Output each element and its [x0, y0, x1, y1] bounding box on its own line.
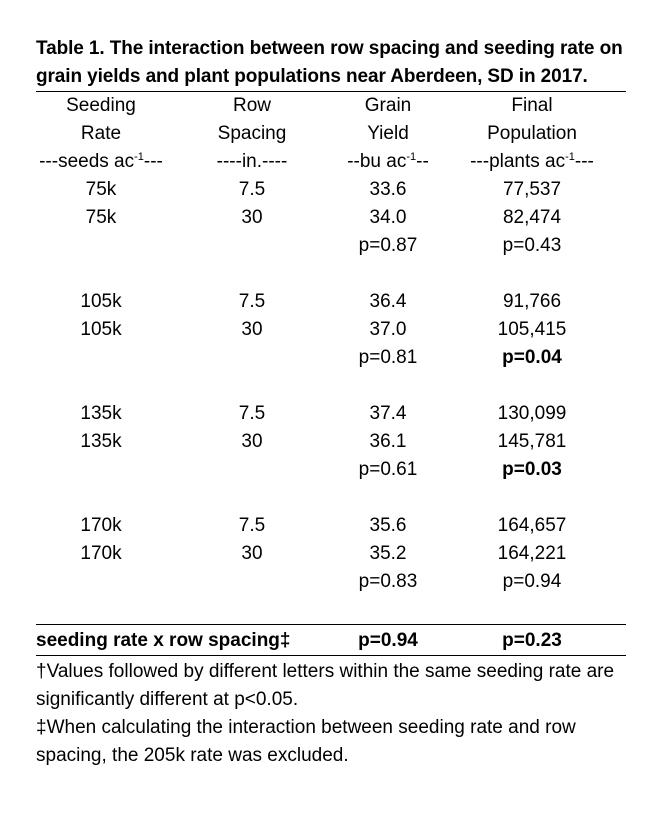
cell-spacing: 30	[241, 543, 263, 564]
header-grain: Grain	[364, 95, 412, 116]
cell-population: 130,099	[497, 403, 567, 424]
cell-population: 91,766	[502, 291, 562, 312]
table-title: Table 1. The interaction between row spacing and seeding rate on grain yields and plant populations near Aberdeen, SD in 2017.	[36, 38, 623, 87]
table-row	[36, 428, 626, 456]
cell-yield: 36.4	[369, 291, 407, 312]
units-row	[36, 148, 626, 176]
cell-spacing: 30	[241, 207, 263, 228]
data-table	[36, 92, 626, 624]
cell-rate: 170k	[80, 543, 122, 564]
p-yield: p=0.87	[358, 235, 418, 256]
group-spacer	[36, 260, 626, 288]
cell-spacing: 7.5	[238, 179, 266, 200]
unit-row-spacing: ----in.----	[216, 151, 288, 172]
p-population: p=0.04	[502, 347, 562, 368]
cell-rate: 170k	[80, 515, 122, 536]
cell-population: 77,537	[502, 179, 562, 200]
table-row	[36, 316, 626, 344]
cell-rate: 135k	[80, 431, 122, 452]
p-yield: p=0.83	[358, 571, 418, 592]
cell-population: 82,474	[502, 207, 562, 228]
group-spacer	[36, 372, 626, 400]
p-yield: p=0.61	[358, 459, 418, 480]
interaction-row	[36, 627, 626, 655]
footnotes	[36, 658, 626, 770]
cell-yield: 37.4	[369, 403, 407, 424]
cell-spacing: 7.5	[238, 291, 266, 312]
cell-rate: 105k	[80, 291, 122, 312]
footnote-dagger: †Values followed by different letters within the same seeding rate are significantly different at p<0.05.	[36, 661, 615, 710]
cell-yield: 35.2	[369, 543, 407, 564]
cell-yield: 37.0	[369, 319, 407, 340]
p-value-row	[36, 232, 626, 260]
group-spacer	[36, 596, 626, 624]
unit-grain-yield: --bu $ac^{-1}--$	[347, 151, 429, 172]
cell-rate: 135k	[80, 403, 122, 424]
header-seeding: Seeding	[66, 95, 136, 116]
header-yield: Yield	[367, 123, 409, 144]
interaction-label: seeding rate x row spacing‡	[36, 630, 291, 651]
unit-final-population: ---plants $ac^{-1}---$	[470, 151, 594, 172]
interaction-p-yield: p=0.94	[358, 630, 418, 651]
cell-rate: 105k	[80, 319, 122, 340]
header-spacing: Spacing	[217, 123, 287, 144]
group-spacer	[36, 484, 626, 512]
table-document	[36, 35, 626, 770]
cell-population: 164,221	[497, 543, 567, 564]
p-yield: p=0.81	[358, 347, 418, 368]
header-population: Population	[487, 123, 577, 144]
cell-yield: 36.1	[369, 431, 407, 452]
table-row	[36, 288, 626, 316]
p-value-row	[36, 568, 626, 596]
cell-spacing: 30	[241, 431, 263, 452]
cell-yield: 35.6	[369, 515, 407, 536]
header-row-1	[36, 92, 626, 120]
table-row	[36, 176, 626, 204]
table-row	[36, 512, 626, 540]
cell-spacing: 30	[241, 319, 263, 340]
p-population: p=0.43	[502, 235, 562, 256]
cell-spacing: 7.5	[238, 515, 266, 536]
p-value-row	[36, 344, 626, 372]
interaction-bottom-rule	[36, 655, 626, 656]
header-row-2	[36, 120, 626, 148]
footnote-double-dagger: ‡When calculating the interaction between seeding rate and row spacing, the 205k rate was excluded.	[36, 717, 576, 766]
header-final: Final	[511, 95, 553, 116]
p-population: p=0.03	[502, 459, 562, 480]
cell-spacing: 7.5	[238, 403, 266, 424]
interaction-p-population: p=0.23	[502, 630, 562, 651]
table-row	[36, 400, 626, 428]
cell-population: 105,415	[497, 319, 567, 340]
table-row	[36, 540, 626, 568]
p-value-row	[36, 456, 626, 484]
unit-seeding-rate: ---seeds $ac^{-1}---$	[39, 151, 163, 172]
header-rate: Rate	[80, 123, 122, 144]
interaction-top-rule	[36, 624, 626, 625]
p-population: p=0.94	[502, 571, 562, 592]
cell-rate: 75k	[85, 179, 117, 200]
cell-population: 145,781	[497, 431, 567, 452]
table-row	[36, 204, 626, 232]
cell-yield: 33.6	[369, 179, 407, 200]
cell-population: 164,657	[497, 515, 567, 536]
cell-yield: 34.0	[369, 207, 407, 228]
cell-rate: 75k	[85, 207, 117, 228]
header-row: Row	[232, 95, 271, 116]
